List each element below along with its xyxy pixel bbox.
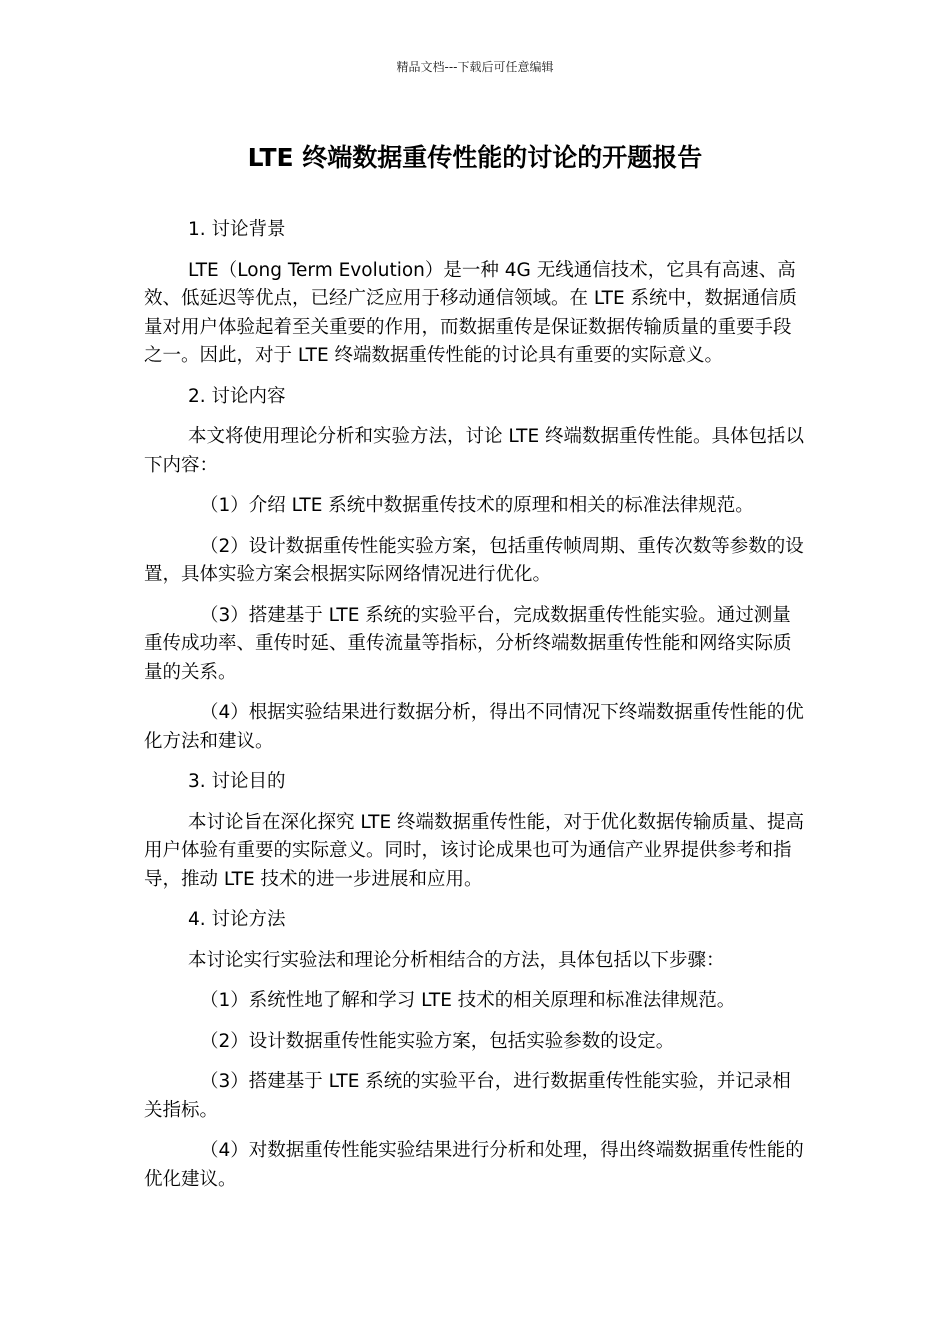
paragraph-method-intro: 本讨论实行实验法和理论分析相结合的方法，具体包括以下步骤：	[188, 949, 725, 971]
section-heading-method: 4. 讨论方法	[188, 909, 286, 930]
document-title: LTE 终端数据重传性能的讨论的开题报告	[247, 143, 703, 172]
list-item-method-1: （1）系统性地了解和学习 LTE 技术的相关原理和标准法律规范。	[200, 990, 736, 1011]
section-heading-background: 1. 讨论背景	[188, 219, 286, 240]
section-heading-purpose: 3. 讨论目的	[188, 771, 286, 792]
paragraph-background: LTE（Long Term Evolution）是一种 4G 无线通信技术，它具有高速、高效、低延迟等优点，已经广泛应用于移动通信领域。在 LTE 系统中，数据通信质量对用户体验起着至关重要的作用，而数据重传是保证数据传输质量的重要手段之一。因此，对于 LTE 终端数据重传性能的讨论具有重要的实际意义。	[144, 259, 798, 366]
document-body	[144, 216, 808, 1206]
list-item-method-2: （2）设计数据重传性能实验方案，包括实验参数的设定。	[200, 1030, 675, 1052]
list-item-method-3: （3）搭建基于 LTE 系统的实验平台，进行数据重传性能实验，并记录相关指标。	[144, 1071, 791, 1121]
paragraph-content-intro: 本文将使用理论分析和实验方法，讨论 LTE 终端数据重传性能。具体包括以下内容：	[144, 426, 805, 476]
list-item-content-4: （4）根据实验结果进行数据分析，得出不同情况下终端数据重传性能的优化方法和建议。	[144, 702, 804, 752]
list-item-method-4: （4）对数据重传性能实验结果进行分析和处理，得出终端数据重传性能的优化建议。	[144, 1140, 804, 1190]
list-item-content-3: （3）搭建基于 LTE 系统的实验平台，完成数据重传性能实验。通过测量重传成功率、重传时延、重传流量等指标，分析终端数据重传性能和网络实际质量的关系。	[144, 604, 792, 683]
header-note: 精品文档---下载后可任意编辑	[396, 60, 554, 74]
section-heading-content: 2. 讨论内容	[188, 385, 286, 407]
paragraph-purpose: 本讨论旨在深化探究 LTE 终端数据重传性能，对于优化数据传输质量、提高用户体验有重要的实际意义。同时，该讨论成果也可为通信产业界提供参考和指导，推动 LTE 技术的进一步进展和应用。	[144, 811, 805, 890]
list-item-content-2: （2）设计数据重传性能实验方案，包括重传帧周期、重传次数等参数的设置，具体实验方案会根据实际网络情况进行优化。	[144, 535, 804, 585]
list-item-content-1: （1）介绍 LTE 系统中数据重传技术的原理和相关的标准法律规范。	[200, 495, 754, 516]
